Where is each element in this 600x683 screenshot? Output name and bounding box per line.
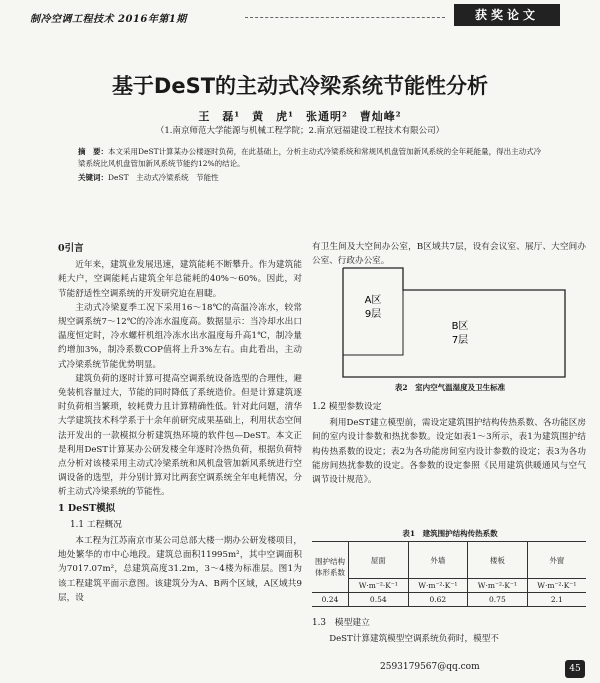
section-heading: 0引言 bbox=[58, 243, 84, 254]
right-column-bottom bbox=[312, 614, 586, 646]
unit-cell: W·m⁻²·K⁻¹ bbox=[468, 579, 528, 593]
zone-a-floors: 9层 bbox=[364, 309, 382, 320]
thermal-coefficient-table bbox=[312, 541, 586, 607]
column-header: 楼板 bbox=[468, 542, 528, 579]
unit-cell: W·m⁻²·K⁻¹ bbox=[408, 579, 468, 593]
paragraph: 近年来，建筑业发展迅速，建筑能耗不断攀升。作为建筑能耗大户，空调能耗占建筑全年总能耗的40%～60%。因此，对节能舒适性空调系统的开发研究迫在眉睫。 bbox=[58, 260, 302, 299]
abstract-text: 本文采用DeST计算某办公楼逐时负荷，在此基础上，分析主动式冷梁系统和常规风机盘管加新风系统的全年耗能量，得出主动式冷梁系统比风机盘管加新风系统节能约12%的结论。 bbox=[78, 147, 542, 168]
journal-header: 制冷空调工程技术 2016年第1期 bbox=[30, 14, 187, 25]
right-column-middle bbox=[312, 398, 586, 487]
affiliation: （1.南京师范大学能源与机械工程学院；2.南京冠福建设工程技术有限公司） bbox=[155, 126, 445, 136]
row-header-cell: 围护结构体形系数 bbox=[312, 542, 349, 593]
section-badge: 获奖论文 bbox=[454, 4, 560, 26]
abstract-label: 摘 要： bbox=[78, 147, 108, 156]
shape-coefficient-cell: 0.24 bbox=[312, 593, 349, 607]
keywords-text: DeST 主动式冷梁系统 节能性 bbox=[108, 173, 219, 182]
subsection-heading: 1.1 工程概况 bbox=[70, 519, 122, 530]
table-row bbox=[312, 593, 586, 607]
contact-email: 2593179567@qq.com bbox=[380, 662, 480, 672]
column-header: 外墙 bbox=[408, 542, 468, 579]
keywords-label: 关键词： bbox=[78, 173, 108, 182]
abstract bbox=[78, 146, 548, 170]
section-heading: 1 DeST模拟 bbox=[58, 502, 116, 514]
floor-plan-figure bbox=[340, 265, 570, 380]
paragraph: 建筑负荷的逐时计算可提高空调系统设备选型的合理性，避免装机容量过大，节能的同时降低了系统造价。但是计算建筑逐时负荷相当繁琐，较耗费力且计算精确性低。针对此问题，清华大学建筑技术科学系于十余年前研究成果基础上，利用状态空间法开发出的一款模拟分析建筑热环境的软件包—DeST。本文正是利用DeST计算某办公研发楼全年逐时冷热负荷，根据负荷特点分析对该楼采用主动式冷梁系统和风机盘管加新风系统进行空调设备的选型，并分别计算对比两套空调系统全年电耗情况，分析主动式冷梁系统的节能性。 bbox=[58, 373, 302, 498]
value-cell: 0.75 bbox=[468, 593, 528, 607]
subsection-heading: 1.2 模型参数设定 bbox=[312, 402, 382, 412]
column-header: 外窗 bbox=[527, 542, 586, 579]
page-number: 45 bbox=[565, 660, 585, 678]
zone-b-floors: 7层 bbox=[451, 335, 469, 346]
zone-a-label: A区 bbox=[364, 295, 382, 306]
author-list: 王 磊¹ 黄 虎¹ 张通明² 曹灿峰² bbox=[198, 110, 402, 123]
keywords bbox=[78, 172, 548, 183]
paragraph: 利用DeST建立模型前，需设定建筑围护结构传热系数、各功能区房间的室内设计参数和热扰参数。设定如表1～3所示，表1为建筑围护结构传热系数的设定；表2为各功能房间室内设计参数的设定；表3为各功能房间热扰参数的设定。各参数的设定参照《民用建筑供暖通风与空气调节设计规范》。 bbox=[312, 418, 586, 486]
paragraph: 有卫生间及大空间办公室，B区域共7层，设有会议室、展厅、大空间办公室、行政办公室。 bbox=[312, 242, 586, 267]
paper-title: 基于DeST的主动式冷梁系统节能性分析 bbox=[111, 74, 489, 98]
figure-caption: 表2 室内空气温湿度及卫生标准 bbox=[394, 383, 506, 392]
left-column bbox=[58, 240, 302, 605]
subsection-heading: 1.3 模型建立 bbox=[312, 618, 370, 628]
unit-cell: W·m⁻²·K⁻¹ bbox=[527, 579, 586, 593]
table-row bbox=[312, 579, 586, 593]
value-cell: 0.54 bbox=[349, 593, 409, 607]
paragraph: DeST计算建筑模型空调系统负荷时，模型不 bbox=[329, 634, 499, 645]
value-cell: 0.62 bbox=[408, 593, 468, 607]
paragraph: 本工程为江苏南京市某公司总部大楼一期办公研发楼项目，地处繁华的市中心地段。建筑总面积11995m²，其中空调面积为7017.07m²，总建筑高度31.2m，3～4楼为标准层。图1为该工程建筑平面示意图。该建筑分为A、B两个区域，A区域共9层，设 bbox=[58, 536, 302, 603]
unit-cell: W·m⁻²·K⁻¹ bbox=[349, 579, 409, 593]
table-caption: 表1 建筑围护结构传热系数 bbox=[402, 529, 498, 538]
paragraph: 主动式冷梁夏季工况下采用16～18℃的高温冷冻水，较常规空调系统7～12℃的冷冻水温度高。数据显示：当冷却水出口温度恒定时，冷水螺杆机组冷冻水出水温度每升高1℃，制冷量约增加3%，制冷系数COP值将上升3%左右。由此看出，主动式冷梁系统节能优势明显。 bbox=[58, 302, 302, 370]
value-cell: 2.1 bbox=[527, 593, 586, 607]
zone-b-label: B区 bbox=[451, 321, 469, 332]
table-row bbox=[312, 542, 586, 579]
column-header: 屋面 bbox=[349, 542, 409, 579]
header-divider bbox=[245, 17, 445, 18]
